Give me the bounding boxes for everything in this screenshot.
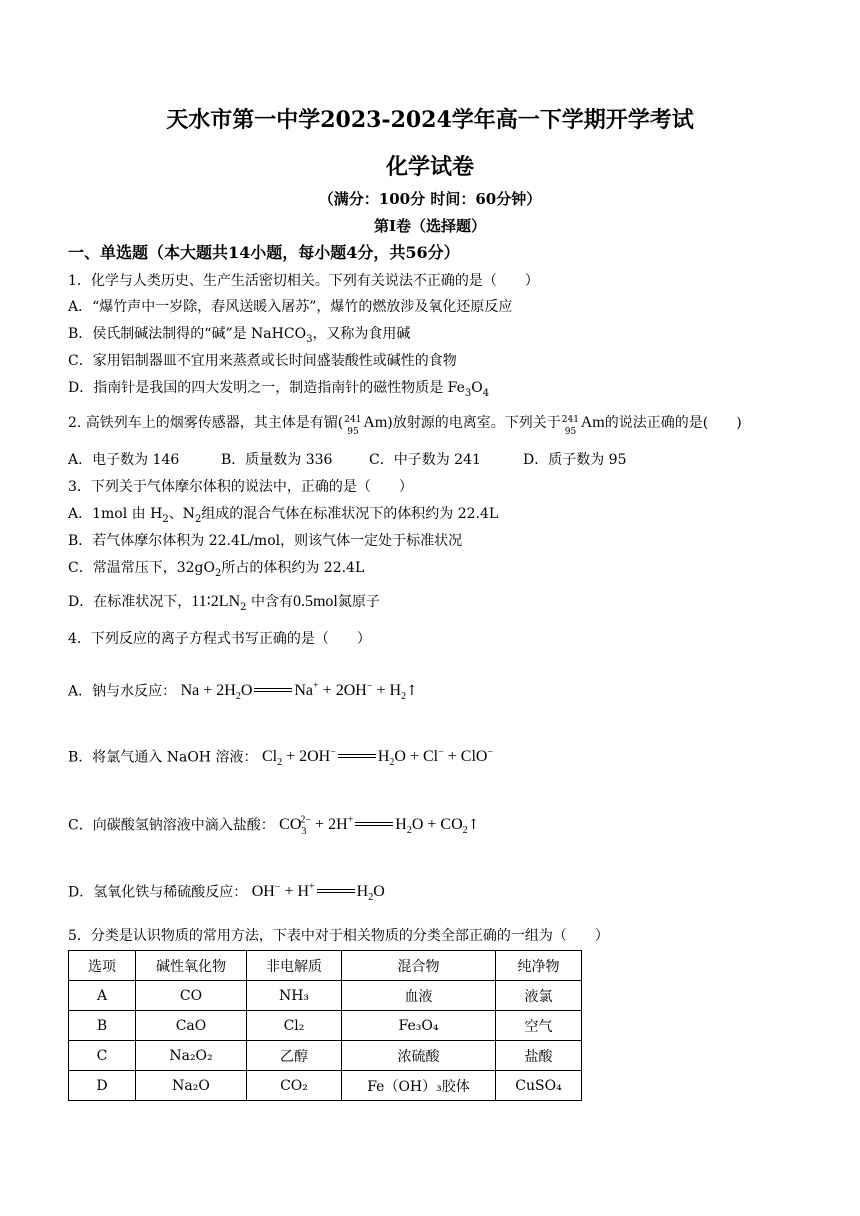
q1-option-a: A．“爆竹声中一岁除，春风送暖入屠苏”，爆竹的燃放涉及氧化还原反应 bbox=[68, 299, 513, 315]
table-header-cell: 纯净物 bbox=[496, 951, 582, 981]
q4-option-b: B．将氯气通入 NaOH 溶液： $Cl_2 + 2OH^-$ $H_2O + Cl^- + ClO^-$ bbox=[68, 747, 494, 769]
q2-option-d: D．质子数为 95 bbox=[523, 452, 627, 468]
table-header-cell: 碱性氧化物 bbox=[136, 951, 247, 981]
table-cell: Na₂O bbox=[136, 1071, 247, 1101]
q2-options bbox=[68, 450, 627, 470]
q4-stem: 4．下列反应的离子方程式书写正确的是（ ） bbox=[68, 631, 371, 647]
table-header-cell: 混合物 bbox=[342, 951, 496, 981]
table-row bbox=[69, 981, 582, 1011]
table-cell: 空气 bbox=[496, 1011, 582, 1041]
table-cell: Na₂O₂ bbox=[136, 1041, 247, 1071]
q2-stem: 2. 高铁列车上的烟雾传感器，其主体是有镅( 241 95 Am)放射源的电离室。下列关于 241 95 Am的说法正确的是( ) bbox=[68, 414, 742, 437]
table-row bbox=[69, 1011, 582, 1041]
table-header-cell: 非电解质 bbox=[247, 951, 342, 981]
exam-subtitle: 化学试卷 bbox=[385, 154, 474, 180]
table-cell: 液氯 bbox=[496, 981, 582, 1011]
table-cell: B bbox=[69, 1011, 136, 1041]
table-cell: D bbox=[69, 1071, 136, 1101]
table-row bbox=[69, 1071, 582, 1101]
q5-stem: 5．分类是认识物质的常用方法，下表中对于相关物质的分类全部正确的一组为（ ） bbox=[68, 928, 609, 944]
q3-stem: 3．下列关于气体摩尔体积的说法中，正确的是（ ） bbox=[68, 479, 413, 495]
q1-option-d: D．指南针是我国的四大发明之一，制造指南针的磁性物质是 $Fe_3O_4$ bbox=[68, 380, 490, 399]
table-cell: Fe（OH）₃胶体 bbox=[342, 1071, 496, 1101]
q3-option-a: A．1mol 由 $H_2$、$N_2$组成的混合气体在标准状况下的体积约为 22.4L bbox=[68, 506, 499, 525]
section-heading: 一、单选题（本大题共14小题，每小题4分，共56分） bbox=[68, 243, 460, 262]
table-cell: 盐酸 bbox=[496, 1041, 582, 1071]
table-cell: NH₃ bbox=[247, 981, 342, 1011]
table-row bbox=[69, 1041, 582, 1071]
exam-info: （满分：100分 时间：60分钟） bbox=[318, 190, 542, 208]
q1-option-c: C．家用铝制器皿不宜用来蒸煮或长时间盛装酸性或碱性的食物 bbox=[68, 353, 457, 369]
q2-option-a: A．电子数为 146 bbox=[68, 452, 180, 468]
isotope-am241: 241 95 bbox=[561, 415, 579, 437]
q2-option-b: B．质量数为 336 bbox=[221, 452, 333, 468]
q3-option-d: D．在标准状况下，$11∶2LN_2$ 中含有0.5mol氮原子 bbox=[68, 593, 380, 613]
table-header-cell: 选项 bbox=[69, 951, 136, 981]
table-header-row bbox=[69, 951, 582, 981]
isotope-am241: 241 95 bbox=[344, 415, 362, 437]
table-cell: 浓硫酸 bbox=[342, 1041, 496, 1071]
table-cell: CaO bbox=[136, 1011, 247, 1041]
table-cell: 乙醇 bbox=[247, 1041, 342, 1071]
q4-option-a: A．钠与水反应： $Na + 2H_2O$ $Na^+ + 2OH^- + H_2↑$ bbox=[68, 681, 418, 703]
exam-title: 天水市第一中学2023-2024学年高一下学期开学考试 bbox=[166, 107, 694, 133]
volume-heading: 第I卷（选择题） bbox=[373, 217, 487, 235]
q2-option-c: C．中子数为 241 bbox=[369, 452, 481, 468]
table-cell: Cl₂ bbox=[247, 1011, 342, 1041]
q3-option-c: C．常温常压下，$32gO_2$所占的体积约为 22.4L bbox=[68, 560, 365, 579]
table-cell: CO bbox=[136, 981, 247, 1011]
q1-option-b: B．侯氏制碱法制得的“碱”是 NaHCO$_3$，又称为食用碱 bbox=[68, 326, 411, 345]
q4-option-c: C．向碳酸氢钠溶液中滴入盐酸： $CO_3^{2-} + 2H^+$ $H_2O$ + $CO_2↑$ bbox=[68, 815, 480, 837]
q1-stem: 1．化学与人类历史、生产生活密切相关。下列有关说法不正确的是（ ） bbox=[68, 273, 539, 289]
table-cell: Fe₃O₄ bbox=[342, 1011, 496, 1041]
classification-table bbox=[68, 950, 582, 1101]
table-cell: 血液 bbox=[342, 981, 496, 1011]
table-cell: CuSO₄ bbox=[496, 1071, 582, 1101]
table-cell: A bbox=[69, 981, 136, 1011]
table-cell: C bbox=[69, 1041, 136, 1071]
q4-option-d: D．氢氧化铁与稀硫酸反应： OH− + H+ $H_2O$ bbox=[68, 882, 385, 904]
table-cell: CO₂ bbox=[247, 1071, 342, 1101]
q3-option-b: B．若气体摩尔体积为 22.4L/mol，则该气体一定处于标准状况 bbox=[68, 533, 463, 549]
